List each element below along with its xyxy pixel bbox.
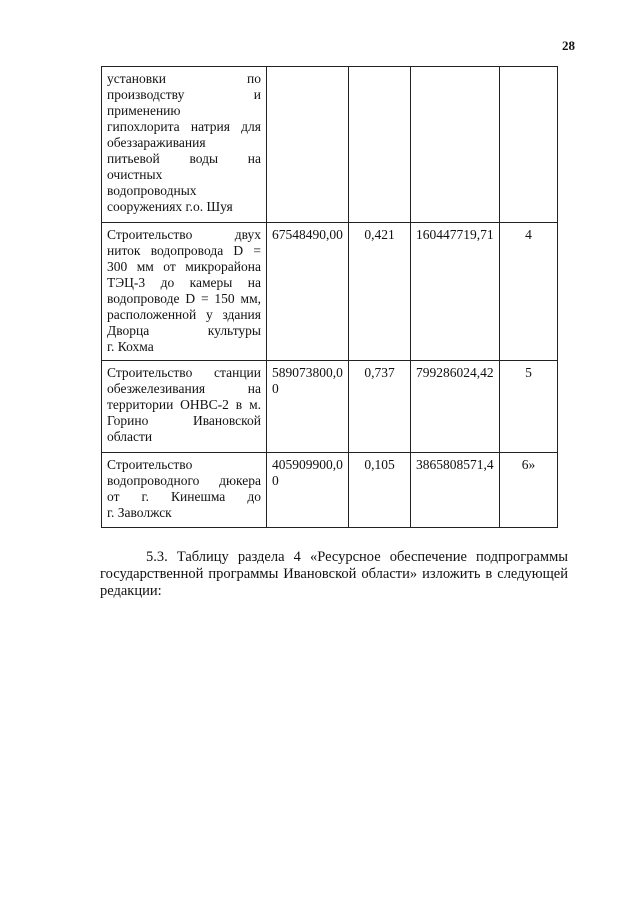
page-number: 28	[562, 38, 575, 53]
row-description	[102, 361, 267, 453]
desc-line: Строительство	[107, 457, 193, 472]
desc-line: применению	[107, 103, 181, 118]
desc-line: обеззараживания	[107, 135, 206, 150]
section-paragraph	[100, 549, 568, 600]
desc-line: территории ОНВС-2 в м.	[107, 397, 261, 412]
row-coefficient	[349, 67, 411, 223]
table-row	[102, 361, 558, 453]
desc-line: сооружениях г.о. Шуя	[107, 199, 233, 214]
table-row	[102, 223, 558, 361]
row-cost: 67548490,00	[267, 223, 349, 361]
row-rank	[500, 67, 558, 223]
row-description	[102, 67, 267, 223]
desc-line: Строительство станции	[107, 365, 261, 380]
row-rank: 5	[500, 361, 558, 453]
row-cost	[267, 67, 349, 223]
row-cost: 405909900,00	[267, 453, 349, 528]
desc-line: обезжелезивания на	[107, 381, 261, 396]
row-rank: 4	[500, 223, 558, 361]
row-rank: 6»	[500, 453, 558, 528]
desc-line: установки по	[107, 71, 261, 86]
row-value: 3865808571,4	[411, 453, 500, 528]
desc-line: Дворца культуры	[107, 323, 261, 338]
desc-line: ниток водопровода D =	[107, 243, 261, 258]
desc-line: области	[107, 429, 153, 444]
row-coefficient: 0,421	[349, 223, 411, 361]
desc-line: очистных	[107, 167, 163, 182]
row-description	[102, 223, 267, 361]
table-row	[102, 453, 558, 528]
desc-line: г. Заволжск	[107, 505, 172, 520]
desc-line: водопроводных	[107, 183, 197, 198]
row-value: 799286024,42	[411, 361, 500, 453]
row-value	[411, 67, 500, 223]
desc-line: Горино Ивановской	[107, 413, 261, 428]
desc-line: водопроводе D = 150 мм,	[107, 291, 261, 306]
paragraph-line: государственной программы Ивановской области» изложить в следующей	[100, 566, 568, 582]
desc-line: от г. Кинешма до	[107, 489, 261, 504]
row-coefficient: 0,105	[349, 453, 411, 528]
desc-line: 300 мм от микрорайона	[107, 259, 261, 274]
data-table	[101, 66, 558, 528]
desc-line: водопроводного дюкера	[107, 473, 261, 488]
desc-line: гипохлорита натрия для	[107, 119, 261, 134]
desc-line: производству и	[107, 87, 261, 102]
row-coefficient: 0,737	[349, 361, 411, 453]
desc-line: питьевой воды на	[107, 151, 261, 166]
row-value: 160447719,71	[411, 223, 500, 361]
desc-line: г. Кохма	[107, 339, 154, 354]
desc-line: расположенной у здания	[107, 307, 261, 322]
row-description	[102, 453, 267, 528]
row-cost: 589073800,00	[267, 361, 349, 453]
paragraph-line: 5.3. Таблицу раздела 4 «Ресурсное обеспечение подпрограммы	[146, 549, 568, 565]
paragraph-line: редакции:	[100, 583, 162, 599]
desc-line: Строительство двух	[107, 227, 261, 242]
table-row	[102, 67, 558, 223]
desc-line: ТЭЦ-3 до камеры на	[107, 275, 261, 290]
